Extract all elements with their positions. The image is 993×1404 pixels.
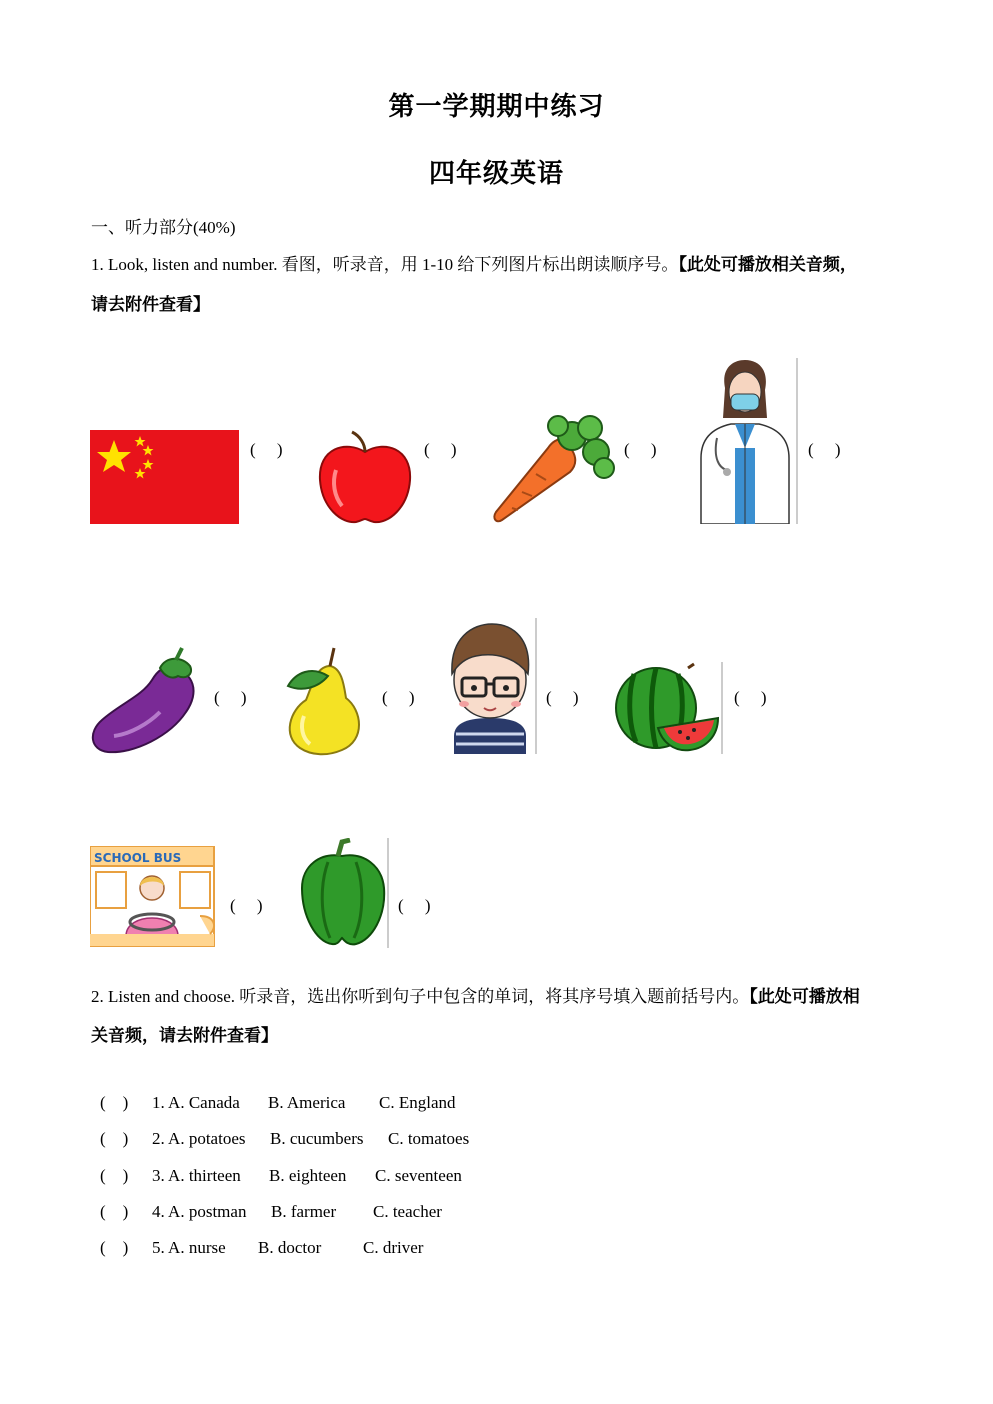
choice-option-c: C. England xyxy=(379,1093,456,1112)
answer-blank-8[interactable]: ( ) xyxy=(734,688,767,707)
answer-blank-7[interactable]: ( ) xyxy=(546,688,579,707)
question-2-label: 2. Listen and choose. xyxy=(91,987,235,1006)
eggplant-icon xyxy=(90,646,204,756)
choice-option-b: B. doctor xyxy=(258,1238,322,1257)
pear-icon xyxy=(282,646,370,756)
choice-answer-blank[interactable]: ( ) xyxy=(100,1093,129,1112)
choice-answer-blank[interactable]: ( ) xyxy=(100,1129,129,1148)
choice-option-c: C. seventeen xyxy=(375,1166,462,1185)
answer-blank-3[interactable]: ( ) xyxy=(624,440,657,459)
page-subtitle: 四年级英语 xyxy=(428,159,564,188)
watermelon-icon xyxy=(614,662,724,754)
svg-text:SCHOOL BUS: SCHOOL BUS xyxy=(94,851,182,865)
page-title: 第一学期期中练习 xyxy=(388,92,605,121)
question-1-note-cont: 请去附件查看】 xyxy=(91,295,210,314)
choice-option-c: C. driver xyxy=(363,1238,424,1257)
choice-answer-blank[interactable]: ( ) xyxy=(100,1238,129,1257)
choice-option-a: 4. A. postman xyxy=(152,1202,247,1221)
choice-answer-blank[interactable]: ( ) xyxy=(100,1202,129,1221)
choice-option-a: 3. A. thirteen xyxy=(152,1166,241,1185)
section-heading: 一、听力部分(40%) xyxy=(91,218,236,237)
question-1-label: 1. Look, listen and number. xyxy=(91,255,278,274)
question-1-instruction xyxy=(91,250,857,275)
question-1-note: 【此处可播放相关音频， xyxy=(678,255,857,274)
apple-icon xyxy=(316,430,414,524)
choice-option-a: 5. A. nurse xyxy=(152,1238,226,1257)
choice-answer-blank[interactable]: ( ) xyxy=(100,1166,129,1185)
green-pepper-icon xyxy=(298,838,390,948)
answer-blank-5[interactable]: ( ) xyxy=(214,688,247,707)
answer-blank-1[interactable]: ( ) xyxy=(250,440,283,459)
answer-blank-6[interactable]: ( ) xyxy=(382,688,415,707)
china-flag-icon xyxy=(90,430,239,524)
question-2-text: 听录音，选出你听到句子中包含的单词，将其序号填入题前括号内。 xyxy=(235,987,750,1006)
choice-option-b: B. cucumbers xyxy=(270,1129,364,1148)
school-bus-driver-icon xyxy=(90,846,218,948)
question-2-note: 【此处可播放相 xyxy=(749,987,860,1006)
choice-option-a: 1. A. Canada xyxy=(152,1093,240,1112)
choice-option-c: C. teacher xyxy=(373,1202,442,1221)
answer-blank-9[interactable]: ( ) xyxy=(230,896,263,915)
answer-blank-4[interactable]: ( ) xyxy=(808,440,841,459)
choice-option-b: B. America xyxy=(268,1093,346,1112)
question-2-note-cont: 关音频，请去附件查看】 xyxy=(91,1026,278,1045)
answer-blank-2[interactable]: ( ) xyxy=(424,440,457,459)
carrot-icon xyxy=(492,412,617,524)
choice-option-a: 2. A. potatoes xyxy=(152,1129,246,1148)
choice-option-b: B. eighteen xyxy=(269,1166,347,1185)
boy-icon xyxy=(446,618,538,754)
question-2-instruction xyxy=(91,982,860,1007)
choice-option-c: C. tomatoes xyxy=(388,1129,470,1148)
question-1-text: 看图，听录音，用 1-10 给下列图片标出朗读顺序号。 xyxy=(277,255,679,274)
doctor-icon xyxy=(693,358,799,524)
answer-blank-10[interactable]: ( ) xyxy=(398,896,431,915)
choice-option-b: B. farmer xyxy=(271,1202,337,1221)
